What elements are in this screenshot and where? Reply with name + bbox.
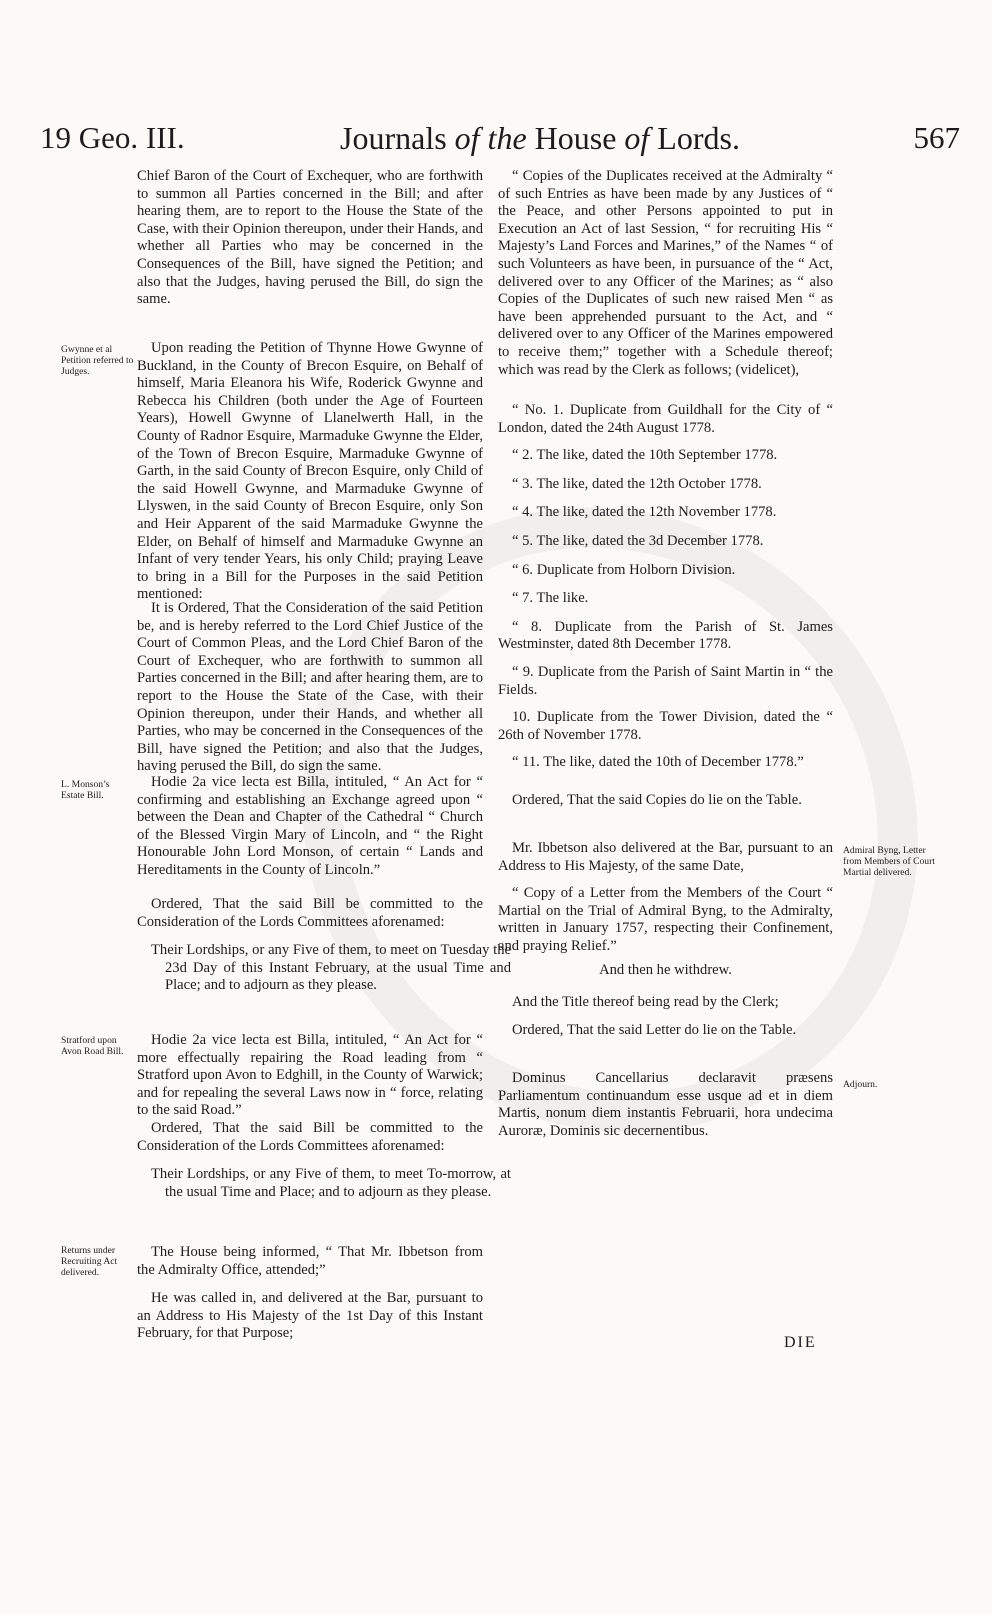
paragraph: And the Title thereof being read by the Clerk; [512,994,779,1010]
paragraph: Upon reading the Petition of Thynne Howe Gwynne of Buckland, in the County of Brecon Esquire, on Behalf of himself, Maria Eleanora his Wife, Roderick Gwynne and Rebecca his Children (both under the Age of Fourteen Years), Howell Gwynne of Llanelwerth Hall, in the County of Radnor Esquire, Marmaduke Gwynne the Elder, of the Town of Brecon Esquire, Marmaduke Gwynne of Garth, in the said County of Brecon Esquire, only Child of the said Howell Gwynne, and Marmaduke Gwynne of Llyswen, in the said County of Brecon Esquire, only Son and Heir Apparent of the said Marmaduke Gwynne the Elder, on Behalf of himself and Marmaduke Gwynne an Infant of very tender Years, his only Child; praying Leave to bring in a Bill for the Purposes in the said Petition mentioned: [137,340,483,603]
letter-order [498,1022,833,1040]
margin-note-gwynne: Gwynne et al Petition referred to Judges. [61,344,134,377]
paragraph: Ordered, That the said Copies do lie on the Table. [512,792,802,808]
margin-note-adjourn: Adjourn. [843,1079,878,1090]
title-read [498,994,833,1012]
stratford-order [137,1120,483,1155]
running-title: Journals of the House of Lords. [340,120,740,156]
ibbetson-called [137,1290,483,1343]
margin-note-byng: Admiral Byng, Letter from Members of Court Martial delivered. [843,845,935,878]
paragraph: Their Lordships, or any Five of them, to meet To-morrow, at the usual Time and Place; and to adjourn as they please. [151,1166,511,1200]
paragraph: Ordered, That the said Bill be committed to the Consideration of the Lords Committees aforenamed: [137,1120,483,1154]
copies-order [498,792,833,810]
paragraph: The House being informed, “ That Mr. Ibbetson from the Admiralty Office, attended;” [137,1244,483,1278]
adjournment [498,1070,833,1140]
list-item: “ 5. The like, dated the 3d December 1778. [512,532,764,549]
paragraph: “ Copies of the Duplicates received at the Admiralty “ of such Entries as have been made by any Justices of “ the Peace, and other Persons appointed to put in Execution an Act of last Session, “ for recruiting His “ Majesty’s Land Forces and Marines,” of the Names “ of such Volunteers as have been, in pursuance of the “ Act, delivered over to any Officer of the Marines; as “ also Copies of the Duplicates of such new raised Men “ as have been apprehended pursuant to the Act, and “ delivered over to any Officer of the Marines empowered to receive them;” together with a Schedule thereof; which was read by the Clerk as follows; (videlicet), [498,168,833,378]
paragraph: And then he withdrew. [599,962,732,978]
ibbetson-letter [498,840,833,875]
paragraph: Dominus Cancellarius declaravit præsens Parliamentum continuandum esse usque ad et in diem Martis, nonum diem instantis Februarii, hora undecima Auroræ, Dominis sic decernentibus. [498,1070,833,1139]
paragraph: “ Copy of a Letter from the Members of the Court “ Martial on the Trial of Admiral Byng, to the Admiralty, written in January 1757, respecting their Confinement, and praying Relief.” [498,885,833,954]
left-column [137,168,483,309]
page-header [40,120,960,164]
list-item: “ 2. The like, dated the 10th September 1778. [512,447,778,464]
list-item: “ 7. The like. [512,590,589,607]
gwynne-petition [137,340,483,604]
stratford-committee [137,1166,517,1201]
margin-note-monson: L. Monson’s Estate Bill. [61,779,110,801]
list-item: “ 3. The like, dated the 12th October 1778. [512,475,762,492]
copies-duplicates [498,168,833,379]
regnal-year: 19 Geo. III. [40,120,185,155]
paragraph: He was called in, and delivered at the Bar, pursuant to an Address to His Majesty of the 1st Day of this Instant February, for that Purpose; [137,1290,483,1342]
schedule-list [498,402,833,772]
monson-order [137,896,483,931]
paragraph: It is Ordered, That the Consideration of the said Petition be, and is hereby referred to the Lord Chief Justice of the Court of Common Pleas, and the Lord Chief Baron of the Court of Exchequer, who are forthwith to summon all Parties concerned in the Bill; and after hearing them, are to report to the House the State of the Case, with their Opinion thereupon, under their Hands, and whether all Parties, who may be concerned in the Consequences of the Bill, have signed the Petition; and also that the Judges, having perused the Bill, do sign the same. [137,600,483,775]
paragraph: Hodie 2a vice lecta est Billa, intituled, “ An Act for “ more effectually repairing the Road leading from “ Stratford upon Avon to Edghill, in the County of Warwick; and for repealing the several Laws now in “ force, relating to the said Road.” [137,1032,483,1119]
list-item: “ 11. The like, dated the 10th of December 1778.” [512,754,804,771]
list-item: “ No. 1. Duplicate from Guildhall for the City of “ London, dated the 24th August 1778. [498,402,833,436]
catchword: DIE [784,1334,817,1351]
withdrew [498,962,833,980]
margin-note-returns: Returns under Recruiting Act delivered. [61,1245,118,1278]
list-item: “ 6. Duplicate from Holborn Division. [512,561,736,578]
margin-note-stratford: Stratford upon Avon Road Bill. [61,1035,124,1057]
monson-bill [137,774,483,880]
paragraph: Ordered, That the said Letter do lie on the Table. [512,1022,797,1038]
stratford-bill [137,1032,483,1120]
page-number: 567 [913,120,960,155]
paragraph: Ordered, That the said Bill be committed to the Consideration of the Lords Committees aforenamed: [137,896,483,930]
paragraph: Hodie 2a vice lecta est Billa, intituled, “ An Act for “ confirming and establishing an Exchange agreed upon “ between the Dean and Chapter of the Cathedral “ Church of the Blessed Virgin Mary of Lincoln, and “ the Right Honourable John Lord Monson, of certain “ Lands and Hereditaments in the County of Lincoln.” [137,774,483,878]
paragraph: Mr. Ibbetson also delivered at the Bar, pursuant to an Address to His Majesty, of the same Date, [498,840,833,874]
list-item: 10. Duplicate from the Tower Division, dated the “ 26th of November 1778. [498,709,833,743]
paragraph: Chief Baron of the Court of Exchequer, who are forthwith to summon all Parties concerned in the Bill; and after hearing them, are to report to the House the State of the Case, with their Opinion thereupon, under their Hands, and whether all Parties who may be concerned in the Consequences of the Bill, have signed the Petition; and also that the Judges, having perused the Bill, do sign the same. [137,168,483,308]
paragraph: Their Lordships, or any Five of them, to meet on Tuesday the 23d Day of this Instant February, at the usual Time and Place; and to adjourn as they please. [151,942,511,994]
byng-letter [498,885,833,955]
list-item: “ 8. Duplicate from the Parish of St. James Westminster, dated 8th December 1778. [498,618,833,653]
ibbetson-informed [137,1244,483,1279]
monson-committee [137,942,517,995]
list-item: “ 9. Duplicate from the Parish of Saint Martin in “ the Fields. [498,663,833,698]
gwynne-order [137,600,483,776]
list-item: “ 4. The like, dated the 12th November 1778. [512,504,777,521]
